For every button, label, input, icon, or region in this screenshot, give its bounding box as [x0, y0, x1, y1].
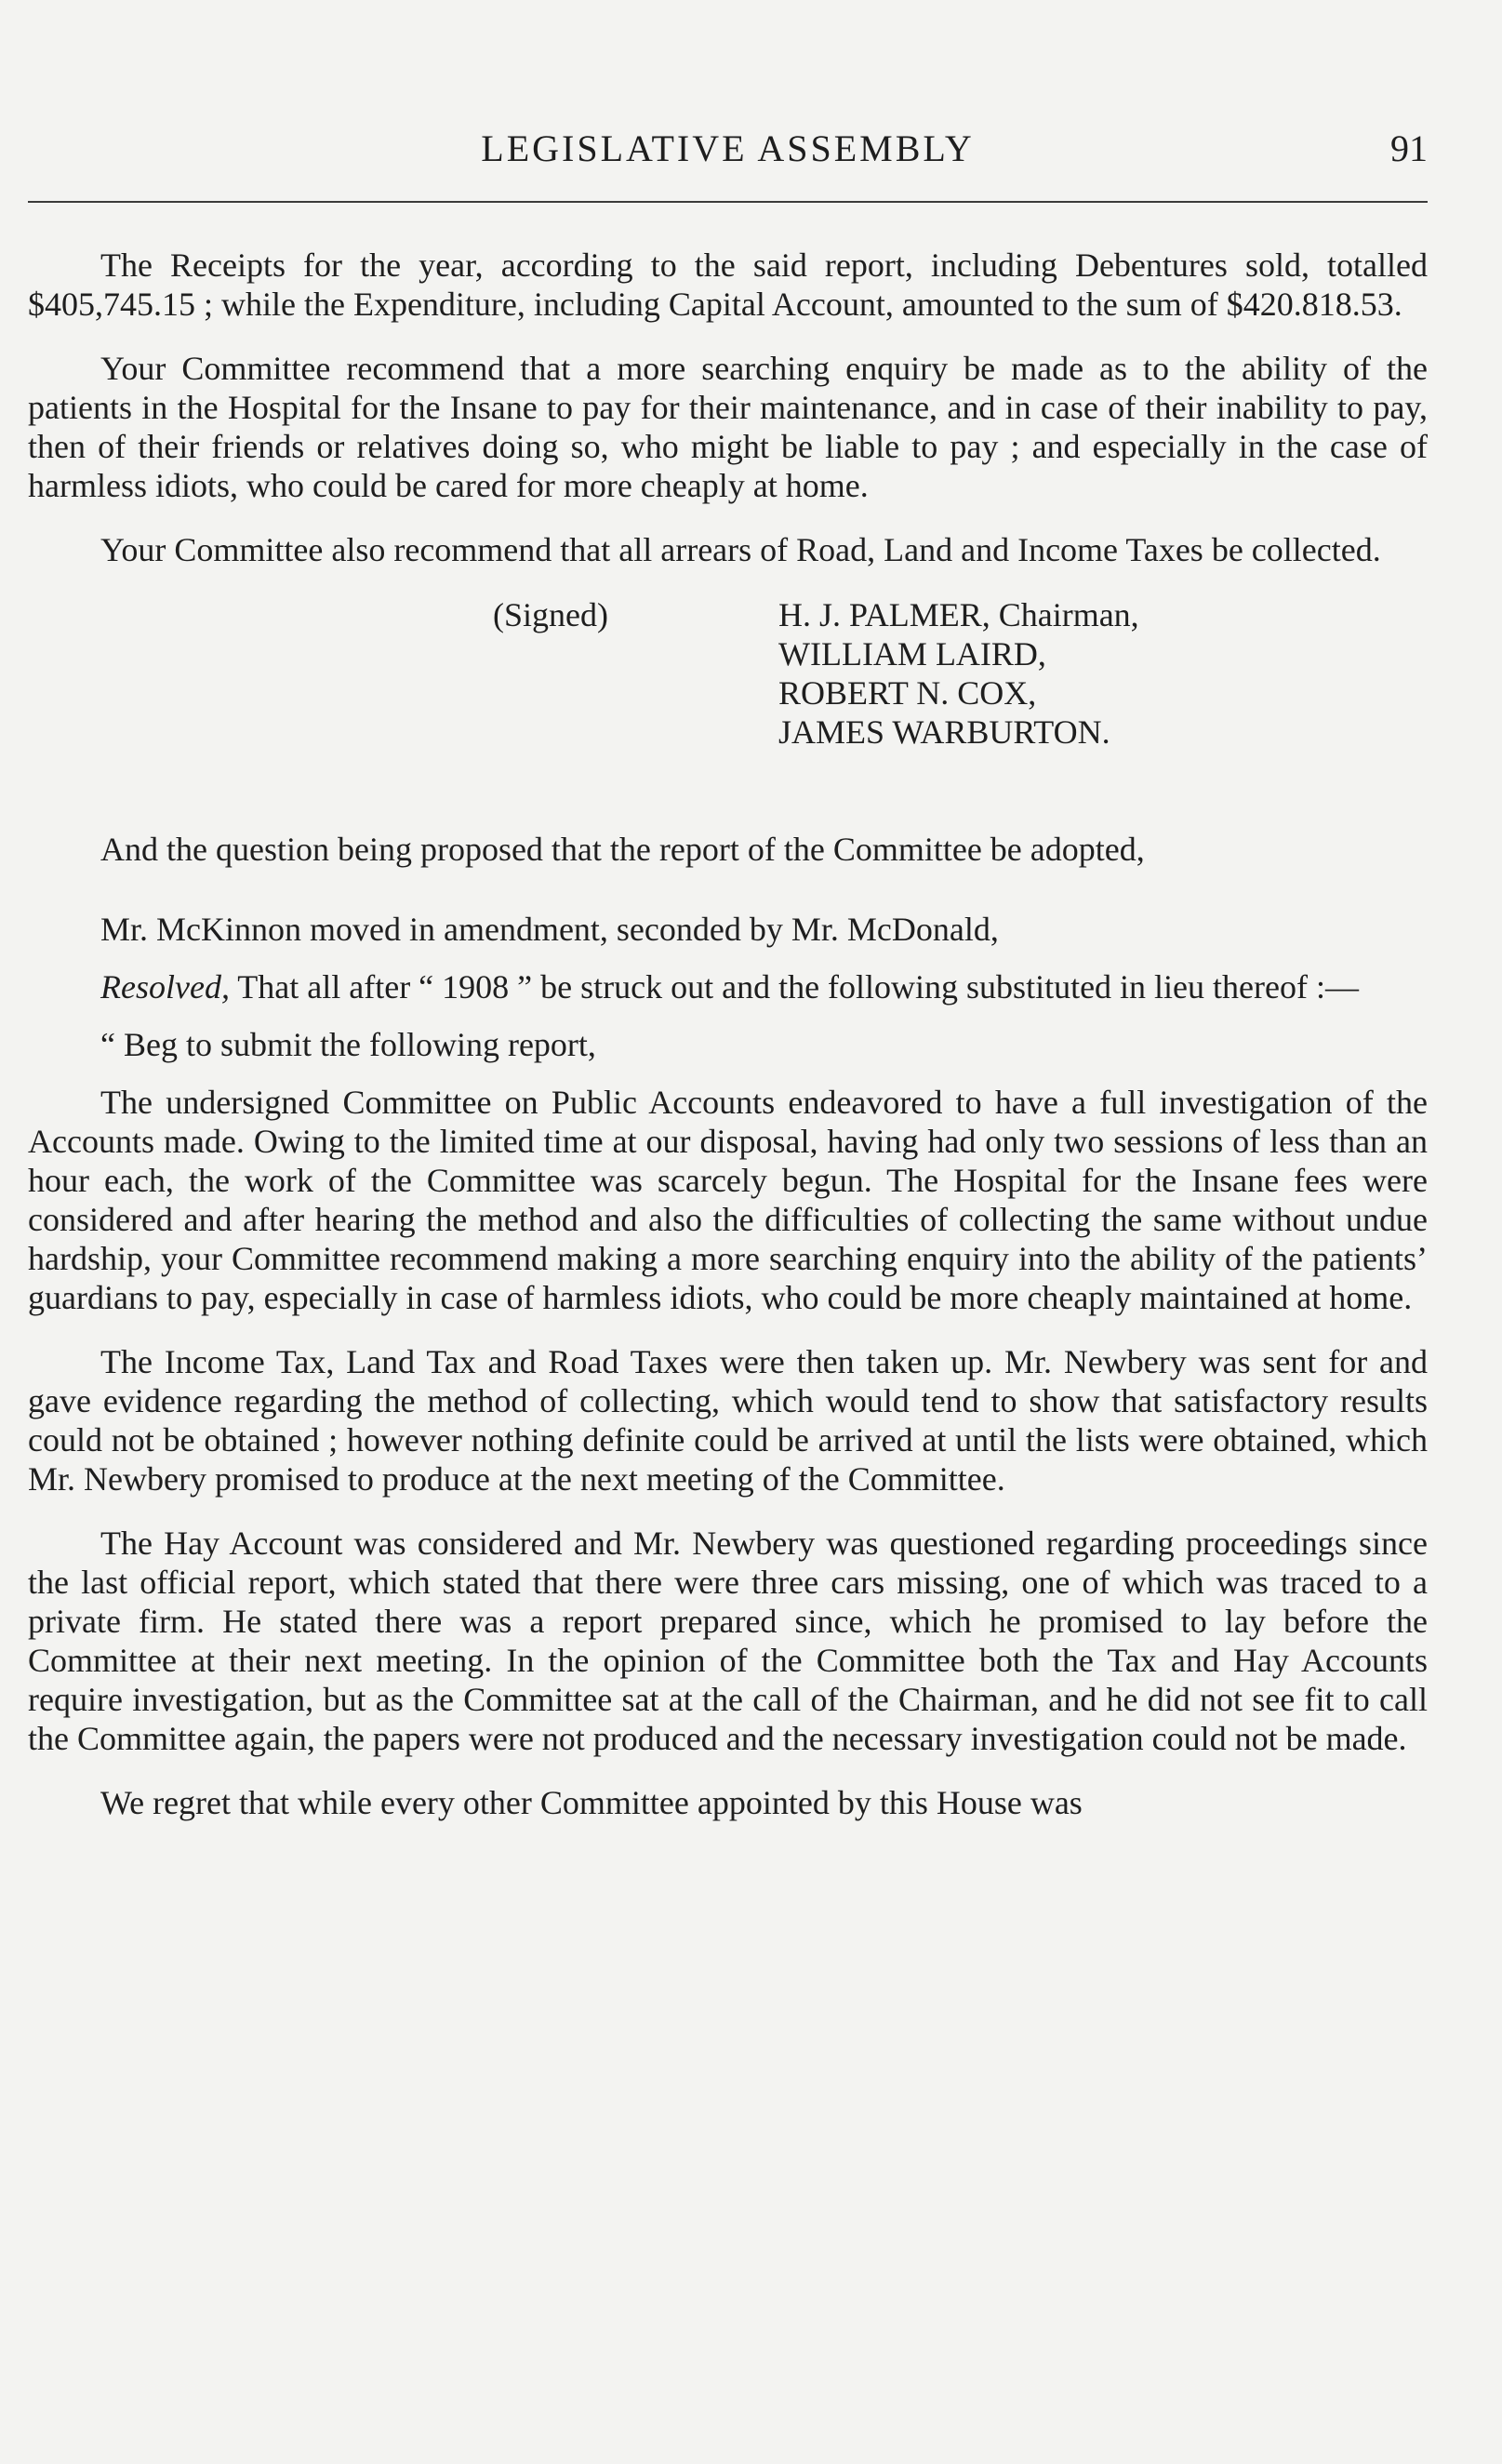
report-paragraph-taxes: The Income Tax, Land Tax and Road Taxes were then taken up. Mr. Newbery was sent for and gave evidence regarding the method of collecting, which would tend to show that satisfactory results could not be obtained ; however nothing definite could be arrived at until the lists were obtained, which Mr. Newbery promised to produce at the next meeting of the Committee. — [28, 1343, 1428, 1498]
signatory-name: H. J. PALMER, Chairman, — [778, 596, 1139, 633]
receipts-paragraph: The Receipts for the year, according to the said report, including Debentures sold, totalled $405,745.15 ; while the Expenditure, including Capital Account, amounted to the sum of $420.818.53. — [28, 246, 1428, 323]
report-paragraph-regret: We regret that while every other Committee appointed by this House was — [100, 1784, 1083, 1821]
arrears-paragraph: Your Committee also recommend that all arrears of Road, Land and Income Taxes be collected. — [100, 531, 1381, 568]
question-paragraph: And the question being proposed that the report of the Committee be adopted, — [100, 831, 1145, 868]
signatory-name: WILLIAM LAIRD, — [778, 635, 1046, 673]
resolved-word: Resolved, — [100, 968, 230, 1006]
page-header — [28, 119, 1428, 175]
signed-label: (Signed) — [493, 596, 608, 633]
signatory-list — [778, 595, 1139, 752]
report-paragraph-accounts: The undersigned Committee on Public Accounts endeavored to have a full investigation of the Accounts made. Owing to the limited time at our disposal, having had only two sessions of less than an hour each, the work of the Committee was scarcely begun. The Hospital for the Insane fees were considered and after hearing the method and also the difficulties of collecting the same without undue hardship, your Committee recommend making a more searching enquiry into the ability of the patients’ guardians to pay, especially in case of harmless idiots, who could be more cheaply maintained at home. — [28, 1084, 1428, 1316]
recommendation-paragraph: Your Committee recommend that a more searching enquiry be made as to the ability of the patients in the Hospital for the Insane to pay for their maintenance, and in case of their inability to pay, then of their friends or relatives doing so, who might be liable to pay ; and especially in the case of harmless idiots, who could be cared for more cheaply at home. — [28, 350, 1428, 504]
signatory-name: JAMES WARBURTON. — [778, 713, 1110, 751]
header-rule — [28, 201, 1428, 203]
resolved-text: That all after “ 1908 ” be struck out and the following substituted in lieu thereof :— — [229, 968, 1359, 1006]
signature-block — [28, 595, 1428, 765]
running-head-title: LEGISLATIVE ASSEMBLY — [481, 127, 975, 169]
resolved-paragraph — [28, 967, 1428, 1006]
beg-paragraph: “ Beg to submit the following report, — [100, 1026, 596, 1063]
signatory-name: ROBERT N. COX, — [778, 674, 1037, 712]
amendment-paragraph: Mr. McKinnon moved in amendment, seconded by Mr. McDonald, — [100, 911, 999, 948]
report-paragraph-hay-account: The Hay Account was considered and Mr. Newbery was questioned regarding proceedings since the last official report, which stated that there were three cars missing, one of which was traced to a private firm. He stated there was a report prepared since, which he promised to lay before the Committee at their next meeting. In the opinion of the Committee both the Tax and Hay Accounts require investigation, but as the Committee sat at the call of the Chairman, and he did not see fit to call the Committee again, the papers were not produced and the necessary investigation could not be made. — [28, 1525, 1428, 1757]
page-number: 91 — [1390, 127, 1428, 169]
document-body — [28, 246, 1428, 1847]
